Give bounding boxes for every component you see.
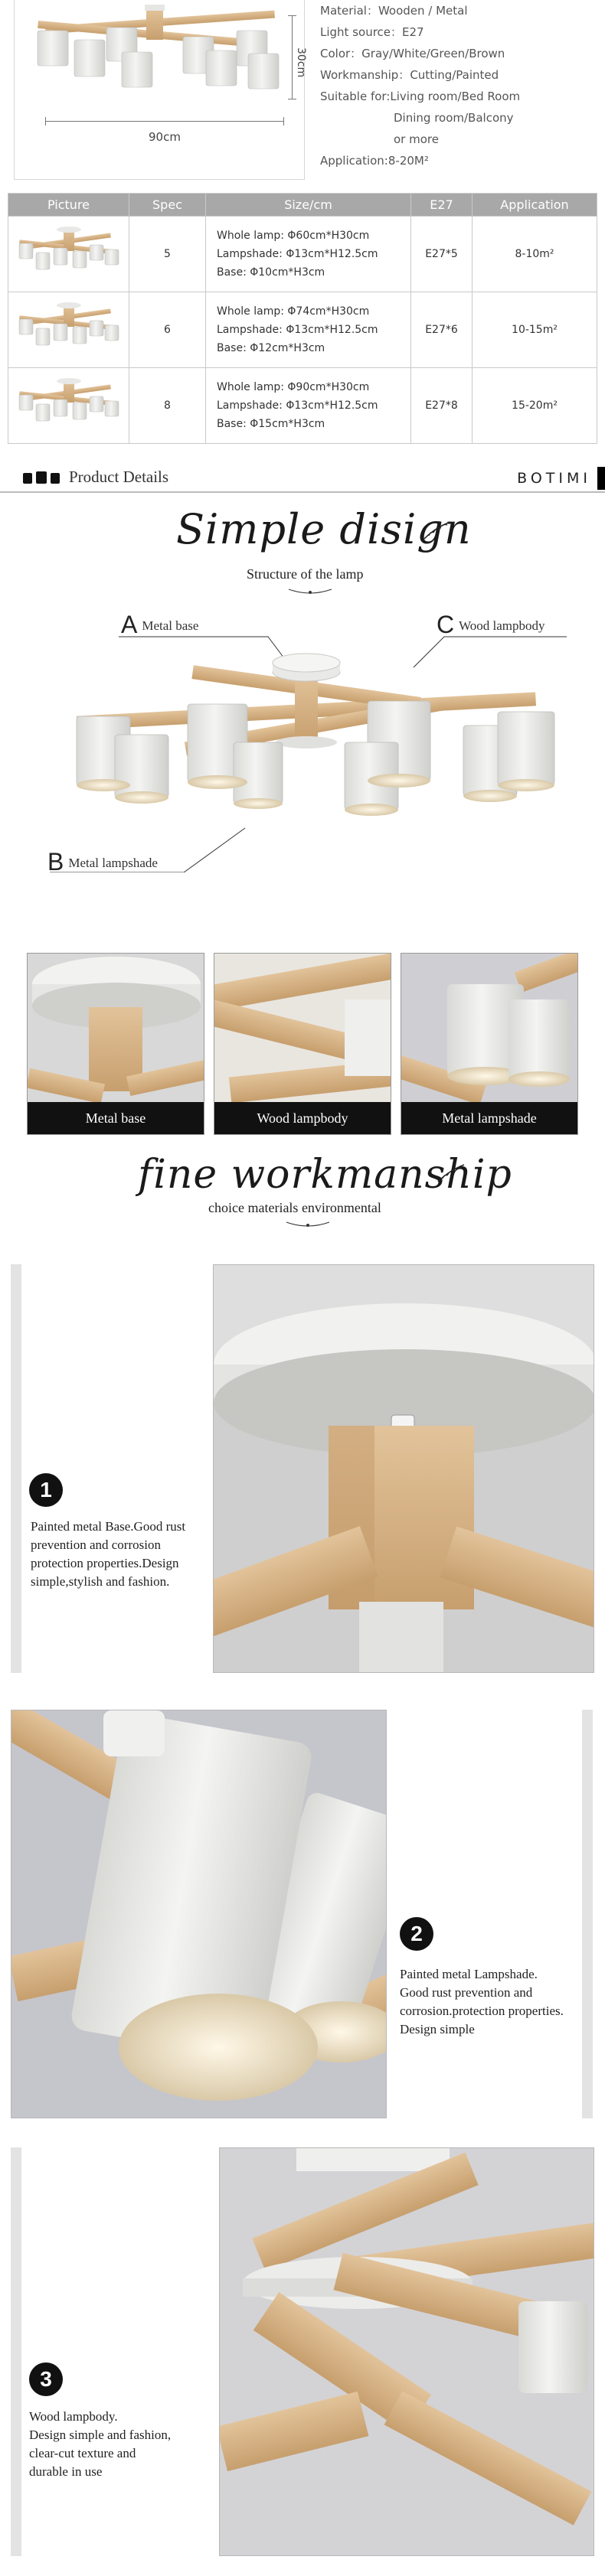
lamp-thumbnail-5 <box>11 222 126 283</box>
table-cell-size <box>206 368 411 444</box>
spec-key: Light source： <box>320 25 403 39</box>
size-base: Base: Φ10cm*H3cm <box>217 266 325 279</box>
size-lampshade: Lampshade: Φ13cm*H12.5cm <box>217 324 378 336</box>
table-cell-spec: 6 <box>129 292 206 368</box>
gallery-photo-metal-base <box>27 953 204 1135</box>
callout-letter-c: C <box>437 611 455 638</box>
spec-value: Living room/Bed Room <box>390 90 521 103</box>
feature-1-text <box>31 1518 185 1591</box>
height-dimension-line <box>292 15 293 99</box>
callout-label-c: Wood lampbody <box>459 618 545 633</box>
feature-3-line: clear-cut texture and <box>29 2446 136 2460</box>
feature-3-text <box>29 2408 171 2481</box>
size-whole-lamp: Whole lamp: Φ60cm*H30cm <box>217 230 370 242</box>
feature-2-photo <box>11 1710 387 2118</box>
table-cell-application: 8-10m² <box>473 217 597 292</box>
callout-letter-a: A <box>121 611 138 638</box>
feature-3-side-bar <box>11 2147 21 2556</box>
spec-value: 8-20M² <box>388 154 429 168</box>
spec-value: Gray/White/Green/Brown <box>361 47 505 60</box>
spec-row <box>320 129 596 150</box>
brand-lamps-icon <box>21 471 61 487</box>
feature-3-number-badge: 3 <box>29 2362 63 2396</box>
gallery-caption-metal-lampshade: Metal lampshade <box>401 1102 577 1134</box>
feature-3-photo <box>219 2147 594 2556</box>
lamp-thumbnail-6 <box>11 298 126 359</box>
feature-2-line: Design simple <box>400 2022 475 2036</box>
spec-table <box>8 193 597 444</box>
spec-row <box>320 107 596 129</box>
callout-label-b: Metal lampshade <box>68 856 158 870</box>
feature-2-line: corrosion.protection properties. <box>400 2004 564 2018</box>
header-size: Size/cm <box>206 194 411 217</box>
spec-row <box>320 86 596 107</box>
metal-base-closeup-photo <box>214 1265 594 1673</box>
spec-key: Suitable for: <box>320 90 391 103</box>
feature-1-line: prevention and corrosion <box>31 1537 161 1552</box>
table-cell-picture <box>8 217 129 292</box>
product-details-header <box>0 464 605 494</box>
width-dimension-line <box>45 121 284 122</box>
size-whole-lamp: Whole lamp: Φ74cm*H30cm <box>217 305 370 318</box>
flourish-icon <box>423 519 453 542</box>
table-row <box>8 368 597 444</box>
callout-letter-b: B <box>47 848 64 876</box>
height-dimension-label: 30cm <box>295 47 307 78</box>
brand-name: BOTIMI <box>517 470 591 487</box>
table-cell-spec: 8 <box>129 368 206 444</box>
spec-key: Application: <box>320 154 388 168</box>
header-application: Application <box>473 194 597 217</box>
metal-base-photo <box>28 954 204 1104</box>
table-cell-size <box>206 217 411 292</box>
feature-3-line: Design simple and fashion, <box>29 2428 172 2442</box>
table-row <box>8 217 597 292</box>
table-cell-picture <box>8 368 129 444</box>
width-dimension-label: 90cm <box>149 130 181 144</box>
spec-row <box>320 64 596 86</box>
dimension-diagram <box>14 0 305 180</box>
table-cell-application: 10-15m² <box>473 292 597 368</box>
spec-list <box>320 0 596 171</box>
header-end-marker <box>597 467 605 490</box>
spec-value: E27 <box>402 25 424 39</box>
gallery-photo-wood-lampbody <box>214 953 391 1135</box>
workmanship-subtitle: choice materials environmental <box>208 1200 381 1215</box>
table-cell-application: 15-20m² <box>473 368 597 444</box>
spec-value: Wooden / Metal <box>378 4 468 18</box>
metal-lampshade-closeup-photo <box>11 1710 387 2118</box>
gallery-caption-metal-base: Metal base <box>28 1102 204 1134</box>
table-cell-size <box>206 292 411 368</box>
wood-lampbody-closeup-photo <box>220 2148 594 2556</box>
table-cell-e27: E27*5 <box>411 217 473 292</box>
size-base: Base: Φ12cm*H3cm <box>217 342 325 354</box>
ornament-icon <box>285 1219 331 1228</box>
table-row <box>8 292 597 368</box>
chandelier-structure-image <box>46 628 574 872</box>
ornament-icon <box>287 586 333 595</box>
spec-row <box>320 21 596 43</box>
callout-label-a: Metal base <box>142 618 199 633</box>
table-header-row <box>8 194 597 217</box>
gallery-photo-metal-lampshade <box>401 953 578 1135</box>
table-cell-e27: E27*8 <box>411 368 473 444</box>
size-lampshade: Lampshade: Φ13cm*H12.5cm <box>217 248 378 260</box>
spec-value: Dining room/Balcony <box>394 111 514 125</box>
feature-2-line: Painted metal Lampshade. <box>400 1967 538 1981</box>
feature-3-line: durable in use <box>29 2464 103 2479</box>
size-whole-lamp: Whole lamp: Φ90cm*H30cm <box>217 381 370 393</box>
spec-row <box>320 150 596 171</box>
size-lampshade: Lampshade: Φ13cm*H12.5cm <box>217 399 378 412</box>
spec-value: or more <box>394 132 439 146</box>
feature-3-line: Wood lampbody. <box>29 2409 118 2424</box>
gallery-caption-wood-lampbody: Wood lampbody <box>214 1102 391 1134</box>
header-divider <box>0 491 605 493</box>
chandelier-dimension-image <box>30 0 283 107</box>
header-spec: Spec <box>129 194 206 217</box>
wood-lampbody-photo <box>214 954 391 1104</box>
table-cell-e27: E27*6 <box>411 292 473 368</box>
flourish-icon <box>437 1162 467 1185</box>
product-details-title: Product Details <box>69 468 169 486</box>
feature-2-number-badge: 2 <box>400 1917 433 1951</box>
feature-1-line: protection properties.Design <box>31 1556 179 1570</box>
feature-1-side-bar <box>11 1264 21 1673</box>
feature-2-text <box>400 1965 564 2039</box>
simple-design-subtitle: Structure of the lamp <box>247 566 364 582</box>
header-picture: Picture <box>8 194 129 217</box>
header-e27: E27 <box>411 194 473 217</box>
feature-1-line: Painted metal Base.Good rust <box>31 1519 186 1534</box>
spec-row <box>320 0 596 21</box>
table-cell-spec: 5 <box>129 217 206 292</box>
lamp-thumbnail-8 <box>11 373 126 435</box>
feature-2-side-bar <box>582 1710 593 2118</box>
workmanship-title: fine workmanship <box>138 1152 512 1198</box>
spec-value: Cutting/Painted <box>410 68 499 82</box>
size-base: Base: Φ15cm*H3cm <box>217 418 325 430</box>
feature-1-photo <box>213 1264 594 1673</box>
spec-key: Workmanship： <box>320 68 410 82</box>
spec-key: Color： <box>320 47 362 60</box>
metal-lampshade-photo <box>401 954 578 1104</box>
spec-key: Material： <box>320 4 378 18</box>
simple-design-title: Simple disign <box>176 505 472 553</box>
feature-2-line: Good rust prevention and <box>400 1985 533 2000</box>
table-cell-picture <box>8 292 129 368</box>
feature-1-line: simple,stylish and fashion. <box>31 1574 170 1589</box>
spec-row <box>320 43 596 64</box>
feature-1-number-badge: 1 <box>29 1473 63 1507</box>
